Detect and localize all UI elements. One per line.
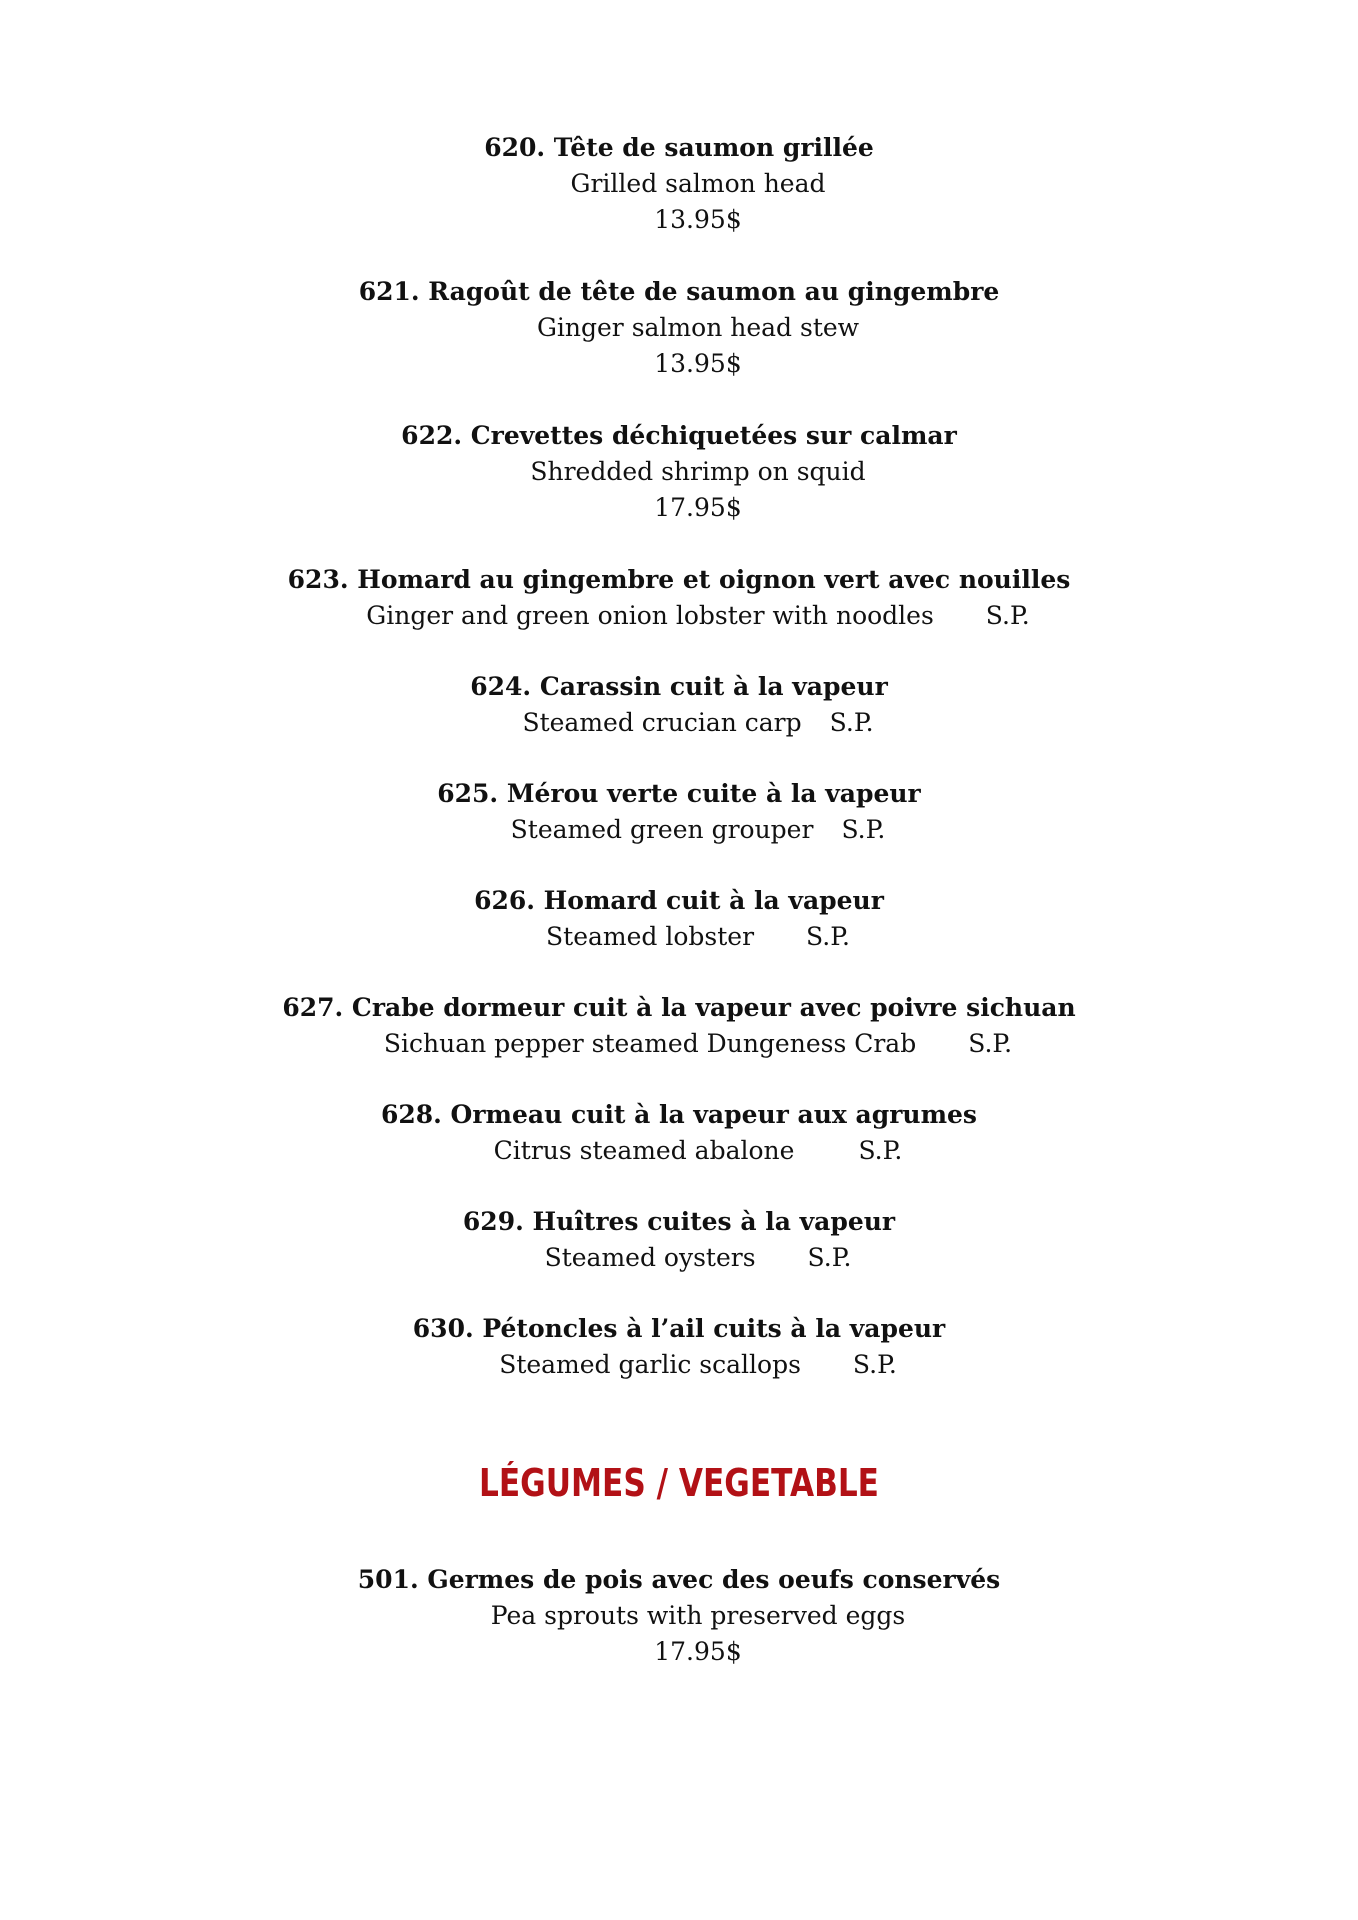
item-french-name: 627. Crabe dormeur cuit à la vapeur avec poivre sichuan (282, 993, 1076, 1022)
item-french-name: 501. Germes de pois avec des oeufs conservés (357, 1565, 1001, 1594)
item-price: 13.95$ (654, 205, 742, 234)
item-english-line (0, 1026, 1358, 1062)
item-english-name: Steamed oysters (544, 1243, 756, 1272)
menu-item-622 (0, 418, 1358, 526)
menu-item-625 (0, 776, 1358, 848)
menu-item-623 (0, 562, 1358, 634)
item-english-line (0, 1347, 1358, 1383)
section-title-vegetable: LÉGUMES / VEGETABLE (479, 1461, 879, 1505)
item-french-name: 628. Ormeau cuit à la vapeur aux agrumes (380, 1100, 978, 1129)
item-english-name: Ginger and green onion lobster with noodles (366, 601, 934, 630)
item-price: 17.95$ (654, 1637, 742, 1666)
menu-item-620 (0, 130, 1358, 238)
item-price: 17.95$ (654, 493, 742, 522)
menu-item-629 (0, 1204, 1358, 1276)
item-french-name: 621. Ragoût de tête de saumon au gingembre (358, 277, 1000, 306)
item-price-sp: S.P. (841, 815, 886, 844)
item-english-name: Shredded shrimp on squid (530, 457, 866, 486)
item-english-name: Sichuan pepper steamed Dungeness Crab (383, 1029, 917, 1058)
item-english-name: Grilled salmon head (570, 169, 826, 198)
item-french-name: 626. Homard cuit à la vapeur (474, 886, 884, 915)
item-english-name: Ginger salmon head stew (536, 313, 860, 342)
item-price: 13.95$ (654, 349, 742, 378)
item-price-sp: S.P. (968, 1029, 1013, 1058)
item-price-sp: S.P. (806, 922, 850, 951)
item-price-sp: S.P. (852, 1350, 897, 1379)
item-english-name: Pea sprouts with preserved eggs (490, 1601, 906, 1630)
menu-item-630 (0, 1311, 1358, 1383)
menu-item-501 (0, 1562, 1358, 1670)
item-english-line (0, 812, 1358, 848)
item-english-line (0, 1133, 1358, 1169)
item-price-sp: S.P. (858, 1136, 903, 1165)
item-english-name: Citrus steamed abalone (493, 1136, 795, 1165)
menu-item-628 (0, 1097, 1358, 1169)
item-price-sp: S.P. (829, 708, 874, 737)
menu-item-627 (0, 990, 1358, 1062)
item-english-name: Steamed lobster (546, 922, 755, 951)
item-french-name: 623. Homard au gingembre et oignon vert avec nouilles (287, 565, 1071, 594)
menu-item-624 (0, 669, 1358, 741)
item-english-line (0, 598, 1358, 634)
item-english-line (0, 1240, 1358, 1276)
item-french-name: 620. Tête de saumon grillée (484, 133, 874, 162)
item-english-name: Steamed garlic scallops (499, 1350, 801, 1379)
item-english-line (0, 919, 1358, 955)
item-french-name: 622. Crevettes déchiquetées sur calmar (401, 421, 957, 450)
menu-item-626 (0, 883, 1358, 955)
item-french-name: 630. Pétoncles à l’ail cuits à la vapeur (412, 1314, 946, 1343)
item-french-name: 629. Huîtres cuites à la vapeur (462, 1207, 896, 1236)
item-price-sp: S.P. (985, 601, 1030, 630)
item-english-line (0, 705, 1358, 741)
item-french-name: 625. Mérou verte cuite à la vapeur (437, 779, 921, 808)
item-french-name: 624. Carassin cuit à la vapeur (470, 672, 888, 701)
item-english-name: Steamed crucian carp (522, 708, 802, 737)
menu-item-621 (0, 274, 1358, 382)
item-english-name: Steamed green grouper (510, 815, 814, 844)
item-price-sp: S.P. (807, 1243, 852, 1272)
